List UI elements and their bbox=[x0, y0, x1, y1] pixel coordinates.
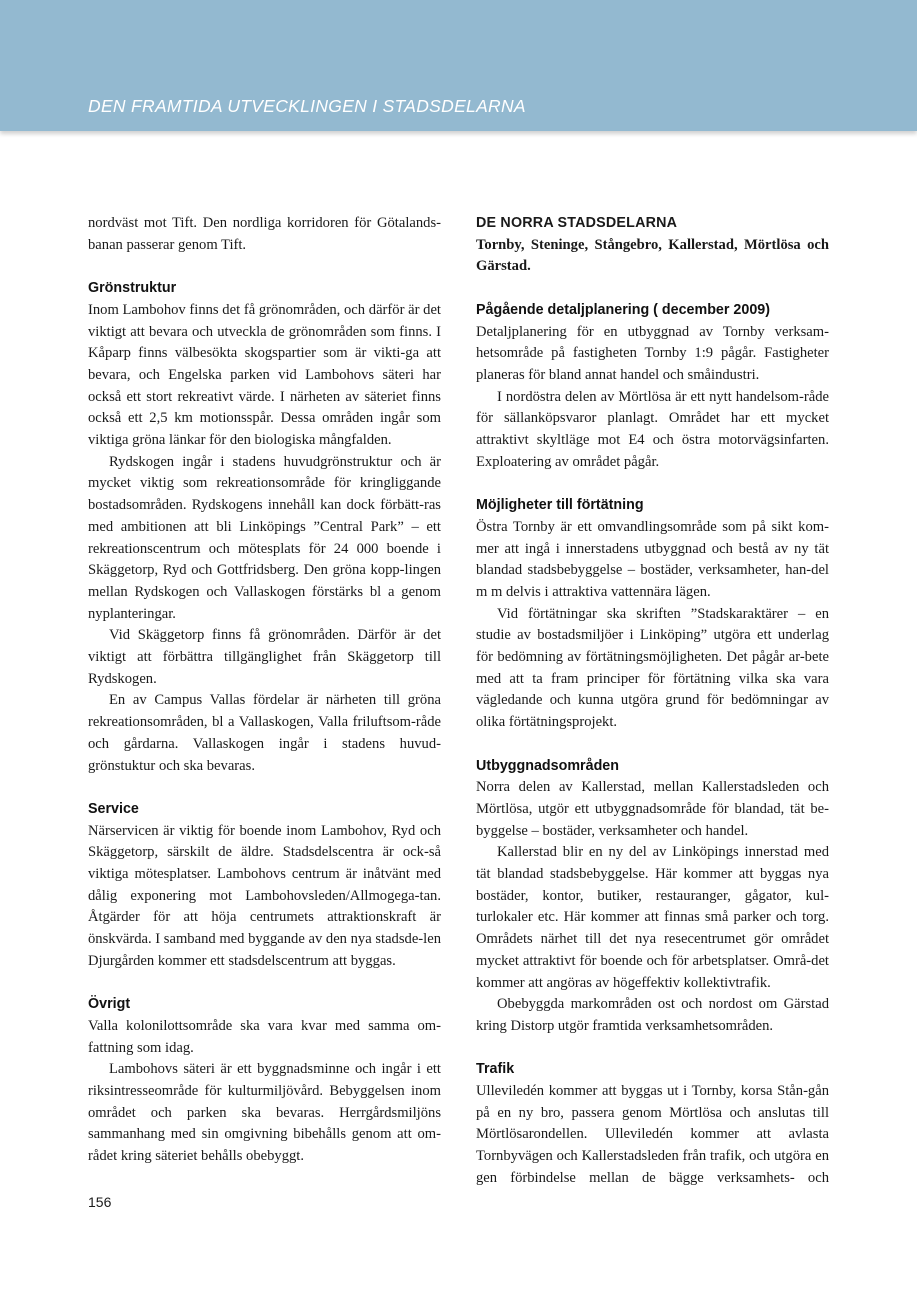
header-banner bbox=[0, 0, 917, 131]
paragraph: Norra delen av Kallerstad, mellan Kallerstadsleden och Mörtlösa, utgör ett utbyggnadsområde för blandad, tät be-byggelse – bostäder, verksamheter och handel. bbox=[476, 779, 829, 839]
paragraph: Detaljplanering för en utbyggnad av Tornby verksam-hetsområde på fastigheten Tornby 1:9 pågår. Fastigheter planeras för bland annat handel och småindustri. bbox=[476, 323, 829, 383]
heading-trafik: Trafik bbox=[476, 1061, 515, 1078]
heading-ovrigt: Övrigt bbox=[88, 996, 131, 1013]
paragraph: Lambohovs säteri är ett byggnadsminne och ingår i ett riksintresseområde för kulturmiljövård. Bebyggelsen inom området och parken ska bevaras. Herrgårdsmiljöns sammanhang med sin omgivning bibehålls genom att om-rådet kring säteriet behålls obebyggt. bbox=[88, 1061, 441, 1165]
heading-utbyggnadsomraden: Utbyggnadsområden bbox=[476, 757, 619, 774]
heading-fortatning: Möjligheter till förtätning bbox=[476, 497, 644, 514]
heading-service: Service bbox=[88, 800, 139, 817]
paragraph: Vid Skäggetorp finns få grönområden. Därför är det viktigt att förbättra tillgänglighet från Skäggetorp till Rydskogen. bbox=[88, 627, 441, 687]
page-number: 156 bbox=[88, 1194, 112, 1210]
paragraph: Närservicen är viktig för boende inom Lambohov, Ryd och Skäggetorp, särskilt de äldre. Stadsdelscentra är ock-så viktiga mötesplatser. Lambohovs centrum är inåtvänt med dålig exponering mot Lambohovsleden/Allmogega-tan. Åtgärder för att höja centrumets attraktionskraft är önskvärda. I samband med byggande av den nya stadsde-len Djurgården kommer ett stadsdelscentrum att byggas. bbox=[88, 822, 441, 969]
paragraph: Inom Lambohov finns det få grönområden, och därför är det viktigt att bevara och utveckla de grönområden som finns. I Kåparp finns välbesökta skogspartier som är vikti-ga att bevara, och Engelska parken vid Lambohovs säteri har också ett stort rekreativt värde. I närheten av säteriet finns också ett 2,5 km motionsspår. Dessa områden ingår som viktiga gröna länkar för den biologiska mångfalden. bbox=[88, 301, 441, 449]
paragraph: Obebyggda markområden ost och nordost om Gärstad kring Distorp utgör framtida verksamhetsområden. bbox=[476, 996, 829, 1034]
heading-gronstruktur: Grönstruktur bbox=[88, 280, 177, 297]
chapter-title: DEN FRAMTIDA UTVECKLINGEN I STADSDELARNA bbox=[88, 96, 526, 116]
intro-paragraph: nordväst mot Tift. Den nordliga korridoren för Götalands-banan passerar genom Tift. bbox=[88, 215, 441, 253]
paragraph: Rydskogen ingår i stadens huvudgrönstruktur och är mycket viktig som rekreationsområde för kringliggande bostadsområden. Rydskogens innehåll kan dock förbätt-ras med ambitionen att bli Linköpings ”Central Park” – ett rekreationscentrum och mötesplats för 24 000 boende i Skäggetorp, Ryd och Gottfridsberg. Den gröna kopp-lingen mellan Rydskogen och Vallaskogen förstärks bl a genom nyplanteringar. bbox=[88, 453, 441, 622]
paragraph: Kallerstad blir en ny del av Linköpings innerstad med tät blandad stadsbebyggelse. Här kommer att byggas nya bostäder, kontor, butiker, restauranger, gågator, kul-turlokaler etc. Här kommer att finnas små parker och torg. Områdets närhet till det nya resecentrumet gör området mycket attraktivt för boende och för arbetsplatser. Områ-det kommer att angöras av högeffektiv kollektivtrafik. bbox=[476, 844, 829, 991]
paragraph: Vid förtätningar ska skriften ”Stadskaraktärer – en studie av bostadsmiljöer i Linköping” utgöra ett underlag för bedömning av förtätningsmöjligheten. Det pågår ar-bete med att ta fram principer för förtätning vilka ska vara vägledande och kunna utgöra grund för bedömningar av olika förtätningsprojekt. bbox=[476, 605, 829, 731]
right-column bbox=[476, 213, 829, 1190]
paragraph: Östra Tornby är ett omvandlingsområde som på sikt kom-mer att ingå i innerstadens utbyggnad och bestå av ny tät blandad stadsbebyggelse – bostäder, verksamheter, han-del m m delvis i attraktiva vattennära lägen. bbox=[476, 518, 829, 600]
left-column bbox=[88, 213, 441, 1168]
paragraph: En av Campus Vallas fördelar är närheten till gröna rekreationsområden, bl a Vallaskogen, Valla friluftsom-råde och gårdarna. Vallaskogen ingår i stadens huvud-grönstuktur och ska bevaras. bbox=[88, 692, 441, 774]
paragraph: Ulleviledén kommer att byggas ut i Tornby, korsa Stån-gån på en ny bro, passera genom Mörtlösa och anslutas till Mörtlösarondellen. Ulleviledén kommer att avlasta Tornbyvägen och Kallerstadsleden från trafik, och utgöra en gen förbindelse mellan de bägge verksamhets- och bbox=[476, 1083, 829, 1186]
heading-detaljplanering: Pågående detaljplanering ( december 2009) bbox=[476, 301, 770, 318]
section-title: DE NORRA STADSDELARNA bbox=[476, 215, 678, 231]
section-subtitle: Tornby, Steninge, Stångebro, Kallerstad, Mörtlösa och Gärstad. bbox=[476, 236, 829, 275]
paragraph: I nordöstra delen av Mörtlösa är ett nytt handelsom-råde för sällanköpsvaror planlagt. Området har ett mycket attraktivt skyltläge mot E4 och östra motorvägsinfarten. Exploatering av området pågår. bbox=[476, 388, 829, 470]
paragraph: Valla kolonilottsområde ska vara kvar med samma om-fattning som idag. bbox=[88, 1017, 441, 1056]
